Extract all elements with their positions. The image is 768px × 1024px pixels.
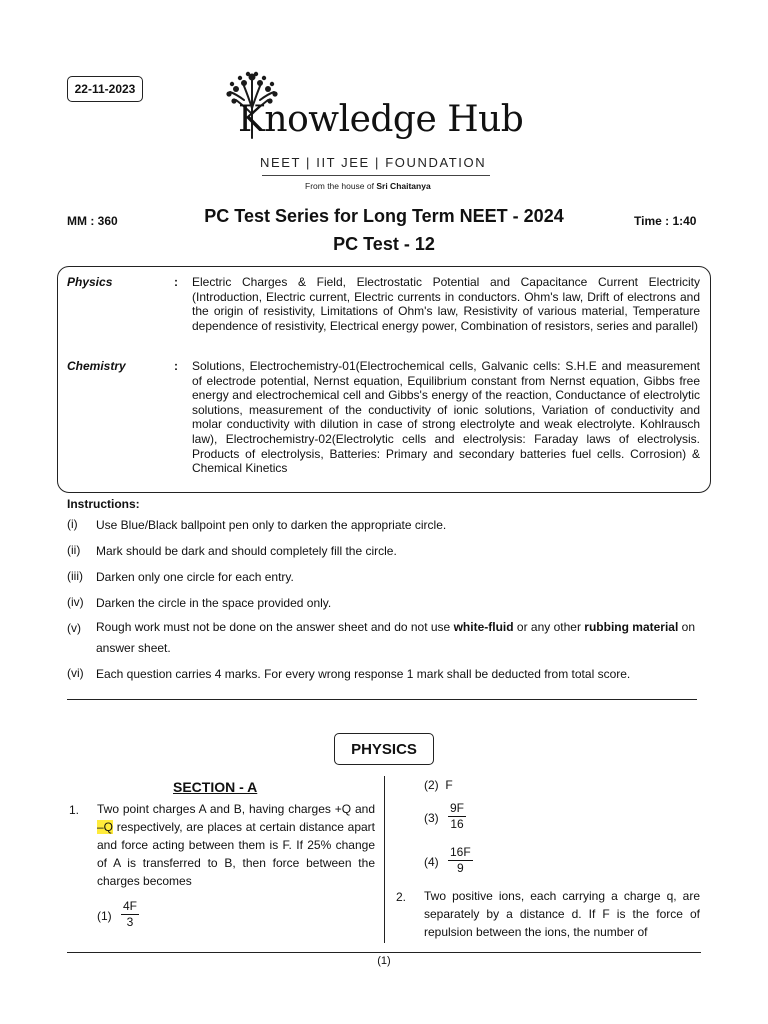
option-fraction: $\frac{16F}{9}$ [450,845,471,875]
logo-tagline: NEET | IIT JEE | FOUNDATION [260,155,487,170]
logo-from-prefix: From the house of [305,181,374,191]
logo-from [305,181,431,191]
instruction-text: Rough work must not be done on the answer sheet and do not use white-fluid or any other rubbing material on answer sheet. [96,620,695,655]
instruction-text: Darken the circle in the space provided only. [96,596,332,610]
instructions-heading: Instructions: [67,497,140,511]
logo-name: Knowledge Hub [238,99,524,140]
option-label: (2) F [424,778,453,792]
test-time: Time : 1:40 [634,214,697,228]
syllabus-subject-physics: Physics [67,275,113,289]
logo-divider [262,175,490,176]
option-text: F [445,778,453,792]
subject-heading: PHYSICS [351,740,417,758]
instruction-text: Mark should be dark and should completely fill the circle. [96,544,397,558]
emphasis: white-fluid [453,620,514,634]
option-label: (4) [424,855,439,869]
test-title: PC Test Series for Long Term NEET - 2024 [204,206,564,226]
instruction-number: (v) [67,621,81,635]
syllabus-topics-chemistry: Solutions, Electrochemistry-01(Electrochemical cells, Galvanic cells: S.H.E and measurement of electrode potential, Nernst equation, Equilibrium constant from Nernst equation, Gibbs free energy and electrochemical cell and Gibbs's energy of the reaction, Conductance of electrolytic solutions, measurement of the conductivity of ionic solutions, Variation of conductivity and molar conductivity with dilution in case of strong electrolyte and weak electrolyte. Kohlrausch law), Electrochemistry-02(Electrolytic cells and electrolysis: Faraday laws of electrolysis. Products of electrolysis, Batteries: Primary and secondary batteries fuel cells. Corrosion) & Chemical Kinetics [192,359,700,476]
option-fraction: $\frac{4F}{3}$ [123,899,138,929]
column-divider [384,776,385,943]
syllabus-subject-chemistry: Chemistry [67,359,126,373]
syllabus-colon: : [174,275,178,289]
syllabus-colon: : [174,359,178,373]
question-text: Two point charges A and B, having charges +Q and –Q respectively, are places at certain distance apart and force acting between them is F. If 25% change of A is transferred to B, then force between the charges becomes [97,802,375,888]
footer-divider [67,952,701,953]
test-subtitle: PC Test - 12 [333,234,435,254]
instruction-number: (iii) [67,569,83,583]
logo-from-brand: Sri Chaitanya [376,181,431,191]
max-marks: MM : 360 [67,214,118,228]
instruction-text: Each question carries 4 marks. For every wrong response 1 mark shall be deducted from total score. [96,667,631,681]
page-number: (1) [377,955,391,967]
syllabus-topics-physics: Electric Charges & Field, Electrostatic Potential and Capacitance Current Electricity (Introduction, Electric current, Electric currents in conductors. Ohm's law, Drift of electrons and the origin of resistivity, Limitations of Ohm's law, Resistivity of various material, Temperature dependence of resistivity, Electrical energy power, Combination of resistors, series and parallel) [192,275,700,333]
instruction-text: Use Blue/Black ballpoint pen only to darken the appropriate circle. [96,518,447,532]
instruction-number: (iv) [67,595,84,609]
instruction-number: (ii) [67,543,81,557]
instruction-text: Darken only one circle for each entry. [96,570,294,584]
emphasis: rubbing material [584,620,679,634]
instruction-number: (vi) [67,666,84,680]
option-label: (1) [97,909,112,923]
option-fraction: $\frac{9F}{16}$ [450,801,465,831]
section-heading: SECTION - A [173,779,258,795]
date-box [67,76,143,102]
question-text: Two positive ions, each carrying a charge q, are separately by a distance d. If F is the force of repulsion between the ions, the number of [424,889,700,939]
question-number: 2. [396,890,407,904]
highlighted-text: –Q [97,820,114,834]
divider [67,699,697,700]
instruction-number: (i) [67,517,78,531]
question-number: 1. [69,803,80,817]
exam-date: 22-11-2023 [74,82,136,96]
subject-heading-box [334,733,434,765]
option-label: (3) [424,811,439,825]
